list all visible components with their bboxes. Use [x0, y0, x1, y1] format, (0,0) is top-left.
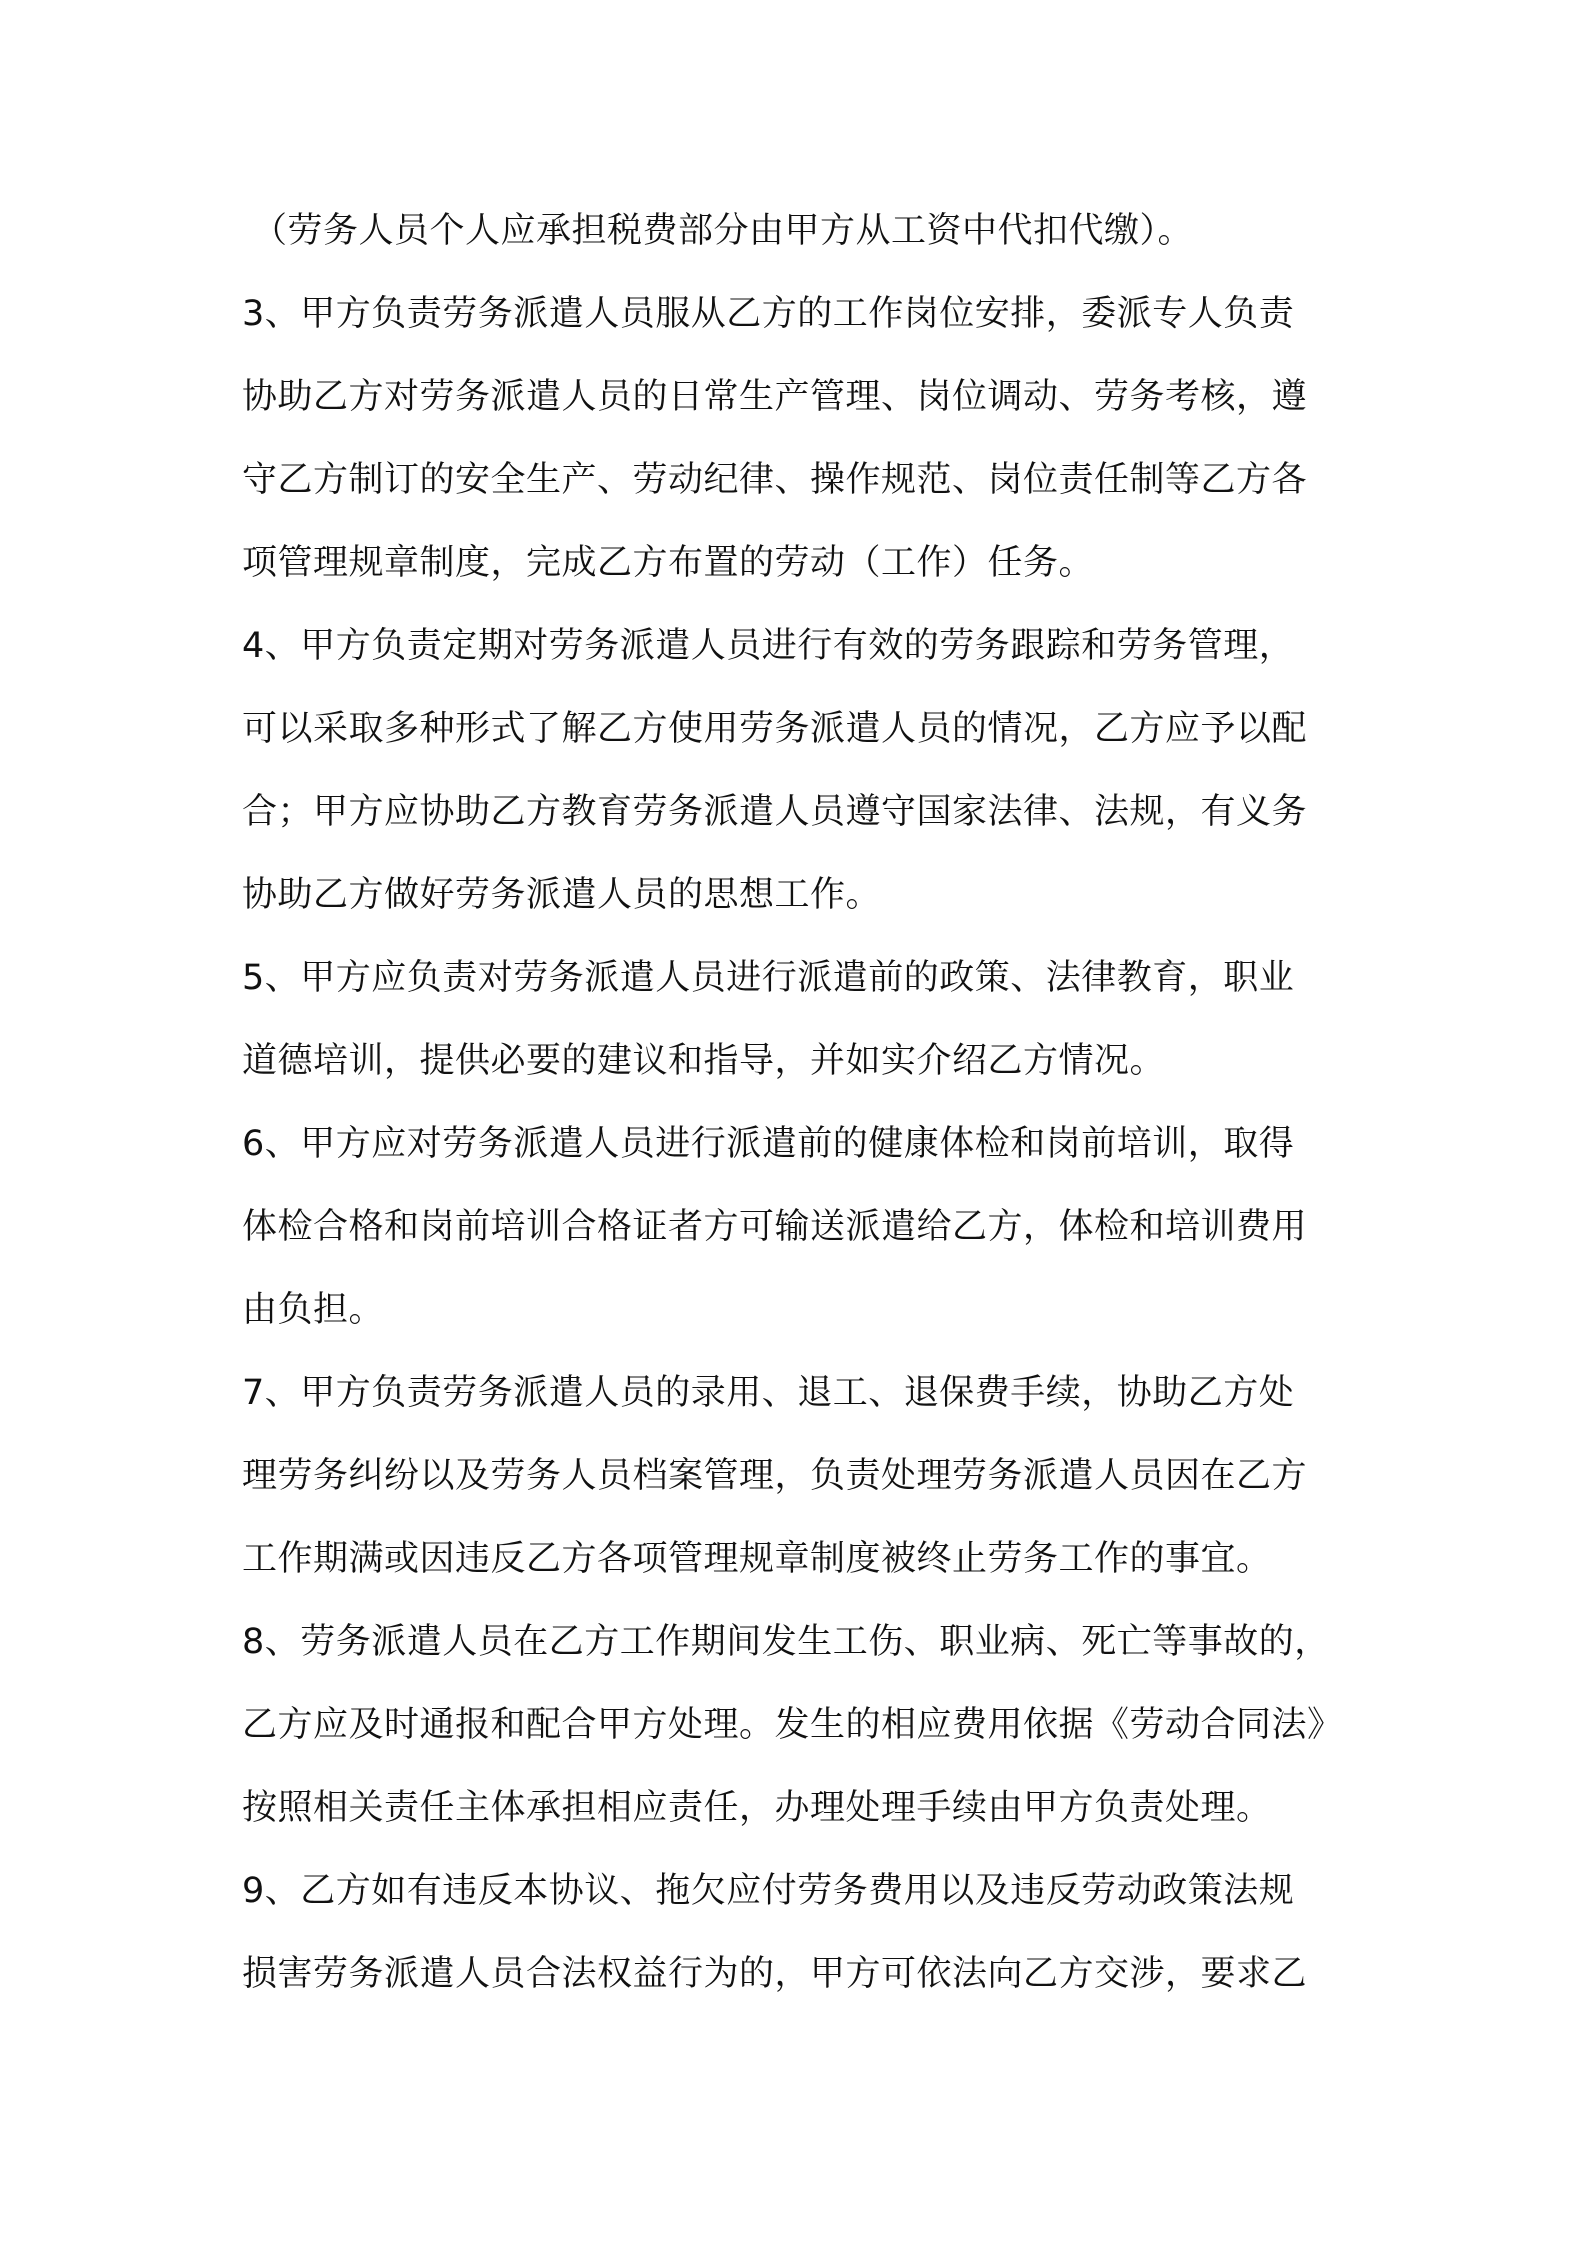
text-line: 由负担。	[242, 1290, 385, 1330]
text-line: 工作期满或因违反乙方各项管理规章制度被终止劳务工作的事宜。	[242, 1539, 1272, 1579]
text-line: 合；甲方应协助乙方教育劳务派遣人员遵守国家法律、法规，有义务	[242, 792, 1308, 832]
text-line: 守乙方制订的安全生产、劳动纪律、操作规范、岗位责任制等乙方各	[242, 460, 1308, 500]
text-line: 可以采取多种形式了解乙方使用劳务派遣人员的情况，乙方应予以配	[242, 709, 1308, 749]
text-line: 6、甲方应对劳务派遣人员进行派遣前的健康体检和岗前培训，取得	[242, 1124, 1295, 1164]
text-line: 8、劳务派遣人员在乙方工作期间发生工伤、职业病、死亡等事故的，	[242, 1622, 1330, 1662]
text-line: 4、甲方负责定期对劳务派遣人员进行有效的劳务跟踪和劳务管理，	[242, 626, 1295, 666]
text-line: 7、甲方负责劳务派遣人员的录用、退工、退保费手续，协助乙方处	[242, 1373, 1295, 1413]
text-line: 道德培训，提供必要的建议和指导，并如实介绍乙方情况。	[242, 1041, 1166, 1081]
text-line: 3、甲方负责劳务派遣人员服从乙方的工作岗位安排，委派专人负责	[242, 294, 1295, 334]
text-line: 体检合格和岗前培训合格证者方可输送派遣给乙方，体检和培训费用	[242, 1207, 1308, 1247]
text-line: 理劳务纠纷以及劳务人员档案管理，负责处理劳务派遣人员因在乙方	[242, 1456, 1308, 1496]
text-line: 按照相关责任主体承担相应责任，办理处理手续由甲方负责处理。	[242, 1788, 1272, 1828]
text-line: 损害劳务派遣人员合法权益行为的，甲方可依法向乙方交涉，要求乙	[242, 1954, 1308, 1994]
text-line: 5、甲方应负责对劳务派遣人员进行派遣前的政策、法律教育，职业	[242, 958, 1295, 998]
text-line: （劳务人员个人应承担税费部分由甲方从工资中代扣代缴）。	[252, 211, 1194, 251]
text-line: 项管理规章制度，完成乙方布置的劳动（工作）任务。	[242, 543, 1095, 583]
text-line: 9、乙方如有违反本协议、拖欠应付劳务费用以及违反劳动政策法规	[242, 1871, 1295, 1911]
text-line: 协助乙方对劳务派遣人员的日常生产管理、岗位调动、劳务考核，遵	[242, 377, 1308, 417]
text-line: 协助乙方做好劳务派遣人员的思想工作。	[242, 875, 882, 915]
text-line: 乙方应及时通报和配合甲方处理。发生的相应费用依据《劳动合同法》	[242, 1705, 1343, 1745]
